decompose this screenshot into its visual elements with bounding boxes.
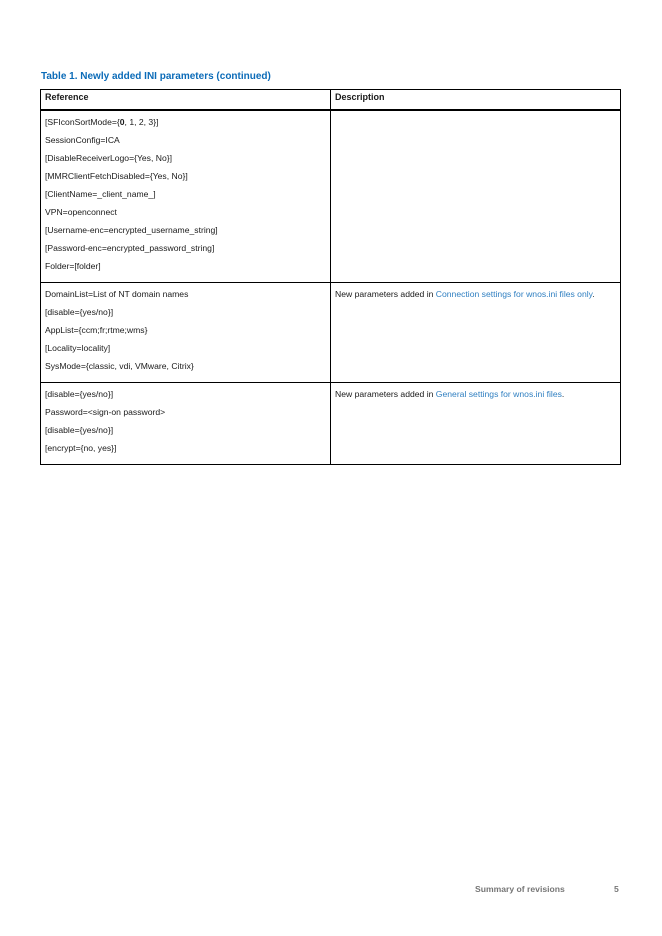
connection-settings-link[interactable]: Connection settings for wnos.ini files only [435,289,593,299]
table-row [41,383,621,465]
footer-section-title: Summary of revisions [475,884,565,894]
description-prefix: New parameters added in [335,289,436,299]
description-suffix: . [592,289,595,299]
reference-line: [DisableReceiverLogo={Yes, No}] [45,153,173,163]
reference-cell [41,383,331,465]
reference-line: [ClientName=_client_name_] [45,189,156,199]
page-number: 5 [614,884,619,894]
reference-line: [encrypt={no, yes}] [45,443,117,453]
table-row [41,283,621,383]
reference-line: Password=<sign-on password> [45,407,166,417]
reference-line: SysMode={classic, vdi, VMware, Citrix} [45,361,194,371]
description-suffix: . [561,389,565,399]
table-row [41,110,621,283]
reference-line [45,116,326,134]
reference-line: DomainList=List of NT domain names [45,289,189,299]
reference-line: [Password-enc=encrypted_password_string] [45,243,215,253]
reference-column-header: Reference [41,90,331,111]
reference-cell [41,110,331,283]
reference-line: SessionConfig=ICA [45,135,120,145]
reference-line: Folder=[folder] [45,261,101,271]
ini-parameters-table [40,89,621,465]
reference-line: [Locality=locality] [45,343,111,353]
description-cell [331,383,621,465]
general-settings-link[interactable]: General settings for wnos.ini files [435,389,562,399]
reference-line: [disable={yes/no}] [45,389,114,399]
description-column-header: Description [331,90,621,111]
reference-line: [MMRClientFetchDisabled={Yes, No}] [45,171,188,181]
default-value: 0 [119,117,125,127]
table-header-row [41,90,621,111]
reference-line: AppList={ccm;fr;rtme;wms} [45,325,148,335]
reference-cell [41,283,331,383]
reference-text: [SFIconSortMode={ [45,117,120,127]
reference-text: , 1, 2, 3}] [124,117,159,127]
description-prefix: New parameters added in [335,389,436,399]
description-text [335,288,616,300]
description-text [335,388,616,400]
table-caption: Table 1. Newly added INI parameters (continued) [41,71,271,82]
reference-line: [Username-enc=encrypted_username_string] [45,225,218,235]
reference-line: [disable={yes/no}] [45,307,114,317]
description-cell [331,283,621,383]
reference-line: VPN=openconnect [45,207,117,217]
description-cell [331,110,621,283]
reference-line: [disable={yes/no}] [45,425,114,435]
